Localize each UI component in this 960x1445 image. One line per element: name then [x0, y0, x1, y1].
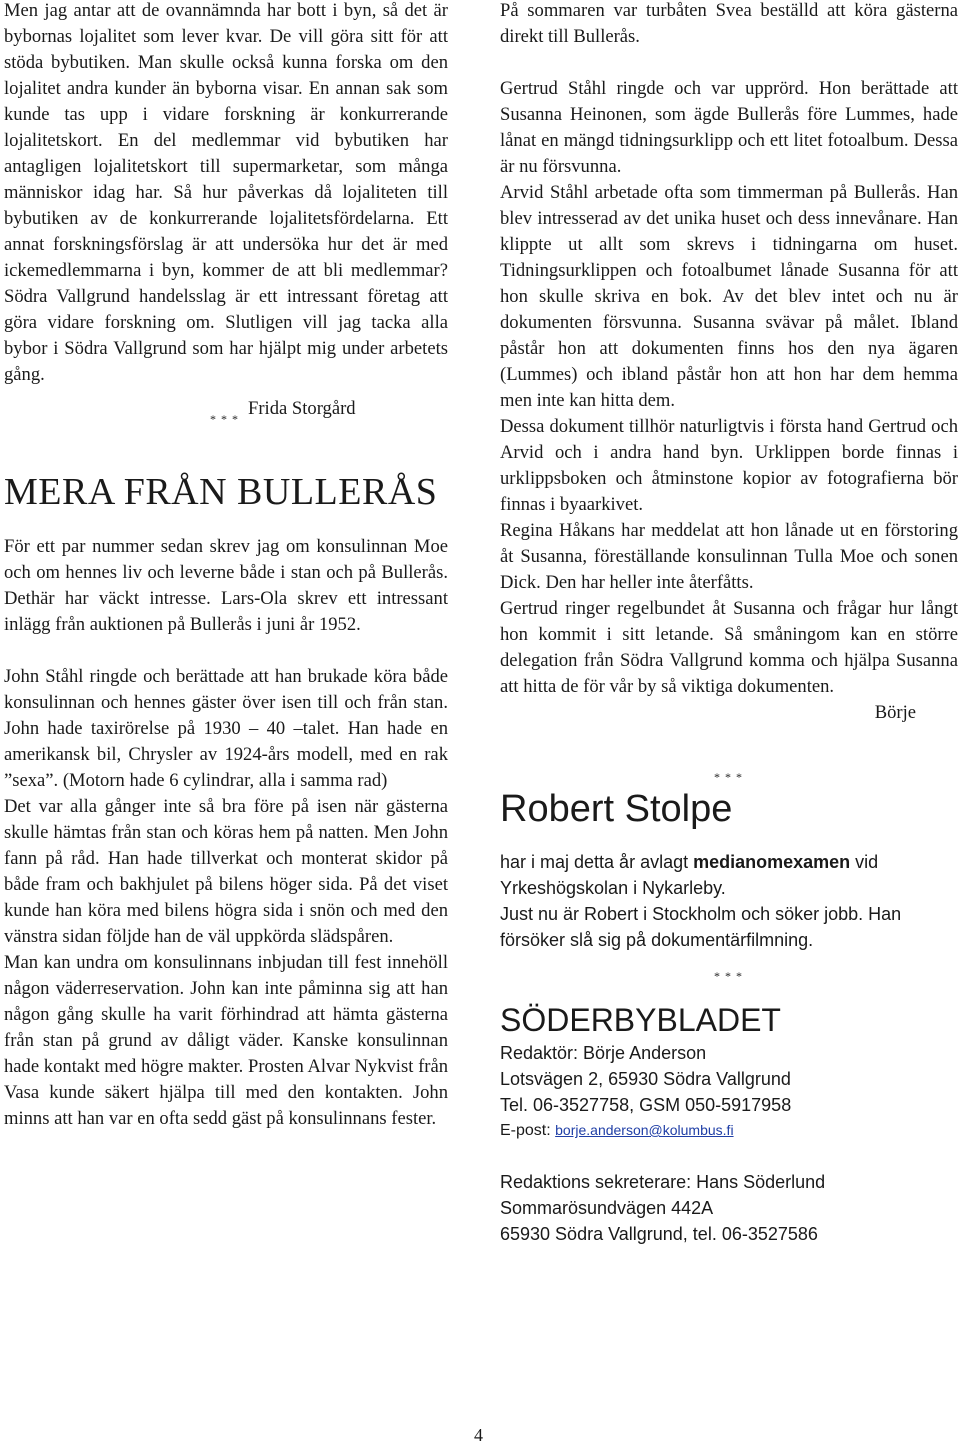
page-number: 4 [474, 1425, 483, 1445]
article-paragraph: John Ståhl ringde och berättade att han brukade köra både konsulinnan och hennes gäster över isen till och från stan. John hade taxirörelse på 1930 – 40 –talet. Han hade en amerikansk bil, Chrysler av 1924-års modell, med en rak ”sexa”. (Motorn hade 6 cylindrar, alla i samma rad) [4, 666, 448, 791]
article-paragraph: Det var alla gånger inte så bra före på isen när gästerna skulle hämtas från stan och köras hem på natten. Men John fann på råd. Han hade tillverkat och monterat skidor på både fram och bakhjulet på bilens höger sida. På det viset kunde han köra med bilens högra sida i snön och med den vänstra sidan följde han de väl uppkörda slädspåren. [4, 796, 448, 947]
article-paragraph: På sommaren var turbåten Svea beställd att köra gästerna direkt till Bullerås. [500, 0, 958, 47]
article-paragraph: Man kan undra om konsulinnans inbjudan till fest innehöll någon väderreservation. John kan inte påminna sig att han någon gång skulle ha varit förhindrad att hämta gästerna från stan på grund av dåligt väder. Kanske konsulinnan hade kontakt med högre makter. Prosten Alvar Nykvist från Vasa kunde säkert hjälpa till med den kontakten. John minns att han var en ofta sedd gäst på konsulinnans fester. [4, 952, 448, 1129]
signature-block [4, 388, 448, 478]
person-text-2: Just nu är Robert i Stockholm och söker jobb. Han försöker slå sig på dokumentärfilmning. [500, 904, 902, 950]
masthead-address: Lotsvägen 2, 65930 Södra Vallgrund [500, 1069, 791, 1089]
right-column [500, 0, 958, 1247]
masthead-sec-city: 65930 Södra Vallgrund, tel. 06-3527586 [500, 1224, 818, 1244]
article-paragraph: Regina Håkans har meddelat att hon lånade ut en förstoring åt Susanna, föreställande konsulinnan Tulla Moe och sonen Dick. Den har heller inte återfåtts. [500, 520, 958, 593]
left-column [4, 0, 448, 1132]
author-signature: Frida Storgård [248, 398, 356, 419]
article-paragraph: Gertrud ringer regelbundet åt Susanna och frågar hur långt hon kommit i sitt letande. Så småningom kan en större delegation från Södra Vallgrund komma och hjälpa Susanna att hitta de för vår by så viktiga dokumenten. [500, 598, 958, 697]
article-heading: MERA FRÅN BULLERÅS [4, 471, 438, 513]
masthead-sec-address: Sommarösundvägen 442A [500, 1198, 714, 1218]
signature-borje: Börje [874, 702, 916, 723]
masthead-title: SÖDERBYBLADET [500, 1002, 781, 1038]
article-paragraph: Dessa dokument tillhör naturligtvis i första hand Gertrud och Arvid och i andra hand byn. Urklippen borde finnas i urklippsboken och åtminstone kopior av fotografierna bör finnas i byaarkivet. [500, 416, 958, 515]
email-link[interactable]: borje.anderson@kolumbus.fi [555, 1122, 734, 1138]
article-paragraph: Arvid Ståhl arbetade ofta som timmerman på Bullerås. Han blev intresserad av det unika huset och dess innevånare. Han klippte ut allt som skrevs i tidningarna om huset. Tidningsurklippen och fotoalbumet lånade Susanna för att hon skulle skriva en bok. Av det blev intet och nu är dokumenten försvunna. Susanna svävar på målet. Ibland påstår hon att dokumenten finns hos den nya ägaren (Lummes) och ibland påstår hon att hon har dem hemma men inte kan hitta dem. [500, 182, 958, 411]
masthead-email-line: E-post: borje.anderson@kolumbus.fi [500, 1122, 734, 1139]
section-separator: * * * [210, 412, 239, 426]
masthead-editor: Redaktör: Börje Anderson [500, 1043, 707, 1063]
masthead-secretary: Redaktions sekreterare: Hans Söderlund [500, 1172, 826, 1192]
article-paragraph: Gertrud Ståhl ringde och var upprörd. Hon berättade att Susanna Heinonen, som ägde Bullerås före Lummes, hade lånat en mängd tidningsurklipp och ett litet fotoalbum. Dessa är nu försvunna. [500, 78, 958, 177]
section-separator: * * * [714, 969, 743, 983]
person-heading: Robert Stolpe [500, 788, 733, 830]
intro-paragraph: Men jag antar att de ovannämnda har bott i byn, så det är bybornas lojalitet som lever kvar. De vill göra sitt för att stöda bybutiken. Man skulle också kunna forska om den lojalitet andra kunder än byborna visar. En annan sak som kunde tas upp i vidare forskning är konkurrerande lojalitetskort. En del medlemmar vid bybutiken har antagligen lojalitetskort till supermarketar, som många människor idag har. Så hur påverkas då lojaliteten till bybutiken av de konkurrerande lojalitetsfördelarna. Ett annat forskningsförslag är att undersöka hur det är med ickemedlemmarna i byn, kommer de att bli medlemmar? Södra Vallgrund handelsslag är ett intressant företag att göra vidare forskning om. Slutligen vill jag tacka alla bybor i Södra Vallgrund som har hjälpt mig under arbetets gång. [4, 0, 448, 385]
degree-name: medianomexamen [693, 852, 851, 872]
article-paragraph: För ett par nummer sedan skrev jag om konsulinnan Moe och om hennes liv och leverne både i stan och på Bullerås. Dethär har väckt intresse. Lars-Ola skrev ett intressant inlägg från auktionen på Bullerås i juni år 1952. [4, 536, 448, 635]
person-text: har i maj detta år avlagt medianomexamen vid Yrkeshögskolan i Nykarleby. [500, 852, 879, 898]
section-separator: * * * [714, 770, 743, 784]
masthead-phone: Tel. 06-3527758, GSM 050-5917958 [500, 1095, 792, 1115]
